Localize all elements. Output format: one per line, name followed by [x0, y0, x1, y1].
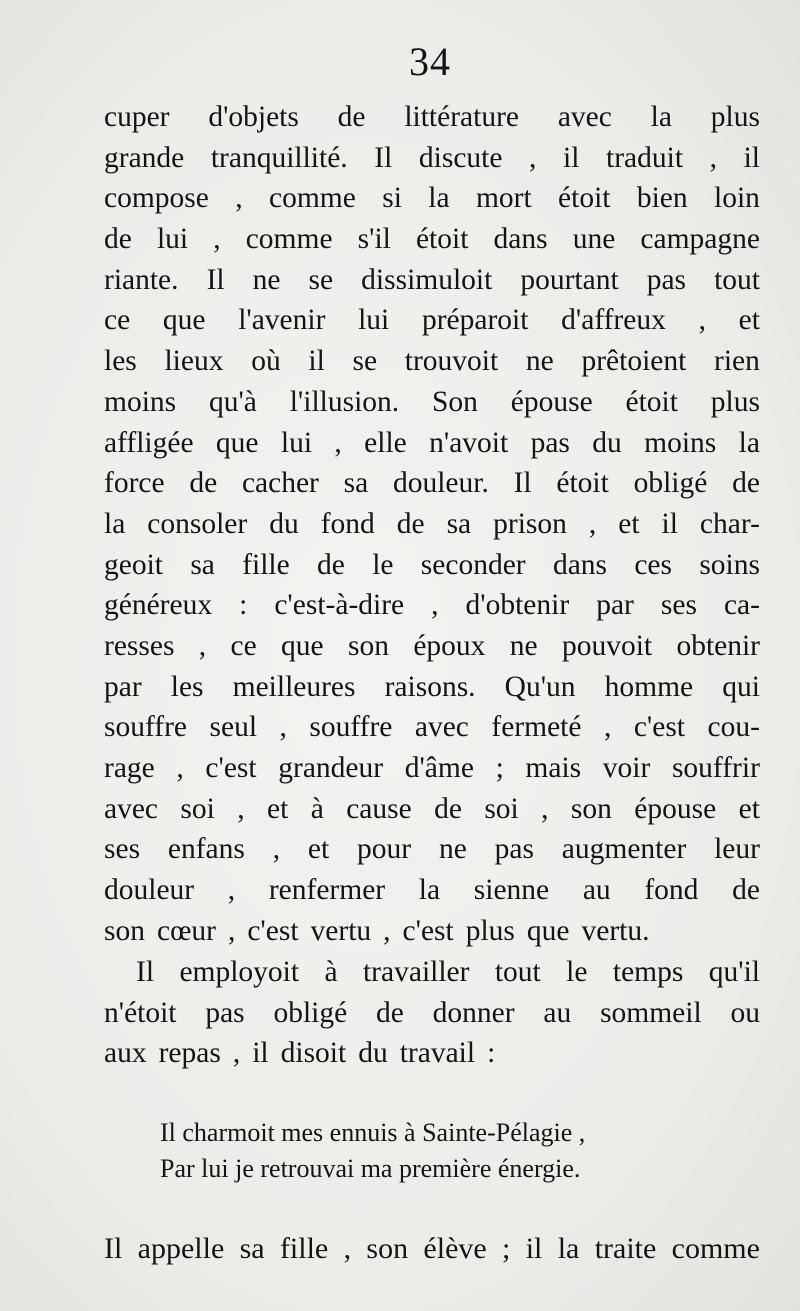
text-line: ce que l'avenir lui préparoit d'affreux , et	[104, 304, 760, 337]
text-line: par les meilleures raisons. Qu'un homme qui	[104, 670, 760, 703]
paragraph-1	[104, 97, 760, 951]
page-number: 34	[409, 39, 451, 84]
text-line: souffre seul , souffre avec fermeté , c'est cou-	[104, 711, 760, 744]
text-line: son cœur , c'est vertu , c'est plus que vertu.	[104, 914, 650, 947]
text-line: Il appelle sa fille , son élève ; il la traite comme	[104, 1232, 760, 1265]
verse-line: Par lui je retrouvai ma première énergie.	[160, 1154, 581, 1183]
text-line: douleur , renfermer la sienne au fond de	[104, 874, 760, 907]
paragraph-3	[104, 1229, 760, 1270]
text-line: avec soi , et à cause de soi , son épouse et	[104, 792, 760, 825]
text-line: les lieux où il se trouvoit ne prêtoient rien	[104, 345, 760, 378]
text-line: riante. Il ne se dissimuloit pourtant pas tout	[104, 263, 760, 296]
text-line: aux repas , il disoit du travail :	[104, 1037, 496, 1070]
text-line: compose , comme si la mort étoit bien loin	[104, 182, 760, 215]
text-line: affligée que lui , elle n'avoit pas du moins la	[104, 426, 760, 459]
text-line: geoit sa fille de le seconder dans ces soins	[104, 548, 760, 581]
text-line: n'étoit pas obligé de donner au sommeil ou	[104, 996, 760, 1029]
text-line: la consoler du fond de sa prison , et il char-	[104, 507, 760, 540]
text-line: de lui , comme s'il étoit dans une campagne	[104, 223, 760, 256]
text-line: grande tranquillité. Il discute , il traduit , il	[104, 141, 760, 174]
text-line: cuper d'objets de littérature avec la plus	[104, 101, 760, 133]
verse-line: Il charmoit mes ennuis à Sainte-Pélagie ,	[160, 1118, 586, 1147]
text-line: ses enfans , et pour ne pas augmenter leur	[104, 833, 760, 866]
text-line: resses , ce que son époux ne pouvoit obtenir	[104, 629, 760, 662]
verse-quote	[160, 1115, 720, 1187]
text-line: force de cacher sa douleur. Il étoit obligé de	[104, 467, 760, 500]
text-line: Il employoit à travailler tout le temps qu'il	[136, 956, 760, 988]
text-line: généreux : c'est-à-dire , d'obtenir par ses ca-	[104, 589, 760, 622]
paragraph-2	[104, 952, 760, 1074]
text-line: moins qu'à l'illusion. Son épouse étoit plus	[104, 385, 760, 418]
text-line: rage , c'est grandeur d'âme ; mais voir souffrir	[104, 752, 760, 784]
